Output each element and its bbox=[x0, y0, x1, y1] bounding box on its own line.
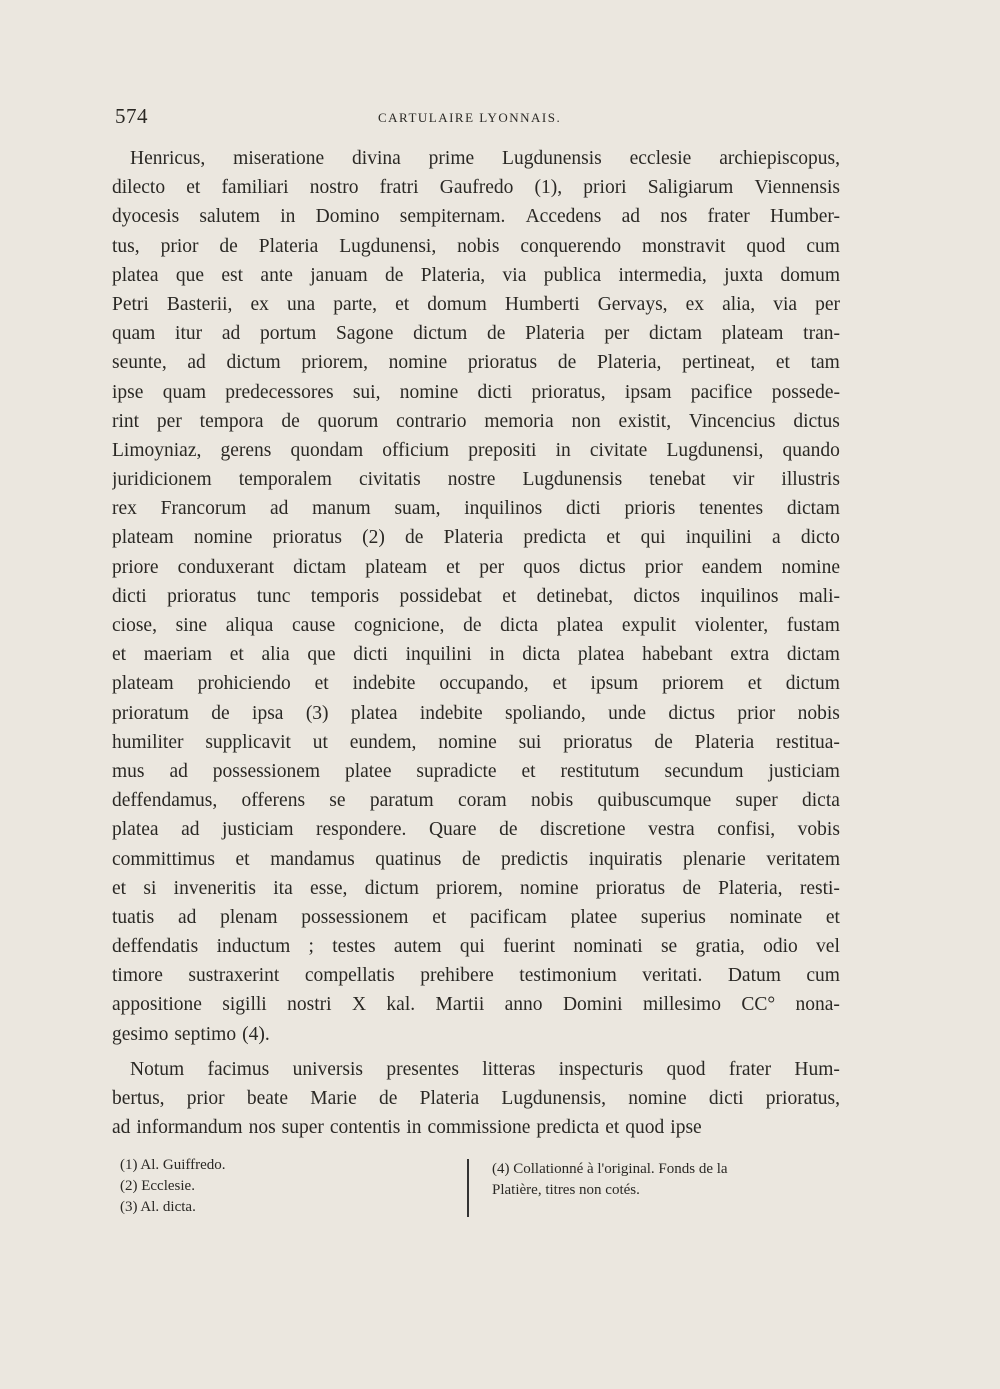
text-line: bertus, prior beate Marie de Plateria Lugdunensis, nomine dicti prioratus, bbox=[112, 1088, 840, 1109]
text-line: Henricus, miseratione divina prime Lugdunensis ecclesie archiepiscopus, bbox=[130, 148, 840, 169]
body-text bbox=[112, 144, 840, 1142]
text-line: ciose, sine aliqua cause cognicione, de dicta platea expulit violenter, fustam bbox=[112, 615, 840, 636]
text-line: dyocesis salutem in Domino sempiternam. Accedens ad nos frater Humber- bbox=[112, 206, 840, 228]
text-line: ipse quam predecessores sui, nomine dicti prioratus, ipsam pacifice possede- bbox=[112, 381, 840, 403]
text-line: deffendamus, offerens se paratum coram nobis quibuscumque super dicta bbox=[112, 790, 840, 812]
text-line: ad informandum nos super contentis in commissione predicta et quod ipse bbox=[112, 1117, 702, 1139]
footnote-4-line-1: (4) Collationné à l'original. Fonds de la bbox=[492, 1161, 728, 1177]
text-line: mus ad possessionem platee supradicte et restitutum secundum justiciam bbox=[112, 760, 840, 782]
text-line: prioratum de ipsa (3) platea indebite spoliando, unde dictus prior nobis bbox=[112, 702, 840, 724]
running-title: CARTULAIRE LYONNAIS. bbox=[378, 110, 562, 125]
text-line: rint per tempora de quorum contrario memoria non existit, Vincencius dictus bbox=[112, 410, 840, 432]
text-line: Petri Basterii, ex una parte, et domum Humberti Gervays, ex alia, via per bbox=[112, 293, 840, 315]
text-line: dilecto et familiari nostro fratri Gaufredo (1), priori Saligiarum Viennensis bbox=[112, 177, 840, 199]
text-line: juridicionem temporalem civitatis nostre Lugdunensis tenebat vir illustris bbox=[112, 469, 840, 491]
footnote-3: (3) Al. dicta. bbox=[120, 1199, 196, 1215]
text-line: tuatis ad plenam possessionem et pacificam platee superius nominate et bbox=[112, 906, 840, 928]
text-line: dicti prioratus tunc temporis possidebat et detinebat, dictos inquilinos mali- bbox=[112, 585, 840, 607]
footnote-2: (2) Ecclesie. bbox=[120, 1178, 195, 1194]
text-line: humiliter supplicavit ut eundem, nomine sui prioratus de Plateria restitua- bbox=[112, 731, 840, 753]
text-line: seunte, ad dictum priorem, nomine prioratus de Plateria, pertineat, et tam bbox=[112, 352, 840, 374]
text-line: deffendatis inductum ; testes autem qui fuerint nominati se gratia, odio vel bbox=[112, 936, 840, 958]
text-line: Notum facimus universis presentes litteras inspecturis quod frater Hum- bbox=[130, 1058, 840, 1080]
footnote-1: (1) Al. Guiffredo. bbox=[120, 1157, 226, 1173]
text-line: plateam nomine prioratus (2) de Plateria predicta et qui inquilini a dicto bbox=[112, 527, 840, 549]
text-line: Limoyniaz, gerens quondam officium prepositi in civitate Lugdunensi, quando bbox=[112, 439, 840, 461]
footnote-4-line-2: Platière, titres non cotés. bbox=[492, 1182, 640, 1198]
text-line: platea ad justiciam respondere. Quare de discretione vestra confisi, vobis bbox=[112, 819, 840, 841]
footnotes-right-column bbox=[492, 1159, 842, 1201]
text-line: quam itur ad portum Sagone dictum de Plateria per dictam plateam tran- bbox=[112, 323, 840, 345]
page-number: 574 bbox=[115, 104, 148, 128]
text-line: gesimo septimo (4). bbox=[112, 1023, 270, 1045]
text-line: platea que est ante januam de Plateria, via publica intermedia, juxta domum bbox=[112, 264, 840, 286]
text-line: rex Francorum ad manum suam, inquilinos dicti prioris tenentes dictam bbox=[112, 498, 840, 520]
text-line: timore sustraxerint compellatis prehibere testimonium veritati. Datum cum bbox=[112, 965, 840, 987]
text-line: et maeriam et alia que dicti inquilini in dicta platea habebant extra dictam bbox=[112, 644, 840, 666]
footnote-divider bbox=[467, 1159, 469, 1217]
text-line: committimus et mandamus quatinus de predictis inquiratis plenarie veritatem bbox=[112, 848, 840, 870]
footnotes-left-column bbox=[120, 1155, 440, 1218]
text-line: et si inveneritis ita esse, dictum priorem, nomine prioratus de Plateria, resti- bbox=[112, 877, 840, 899]
text-line: plateam prohiciendo et indebite occupando, et ipsum priorem et dictum bbox=[112, 673, 840, 695]
text-line: appositione sigilli nostri X kal. Martii anno Domini millesimo CC° nona- bbox=[112, 994, 840, 1016]
text-line: priore conduxerant dictam plateam et per quos dictus prior eandem nomine bbox=[112, 556, 840, 578]
text-line: tus, prior de Plateria Lugdunensi, nobis conquerendo monstravit quod cum bbox=[112, 235, 840, 257]
